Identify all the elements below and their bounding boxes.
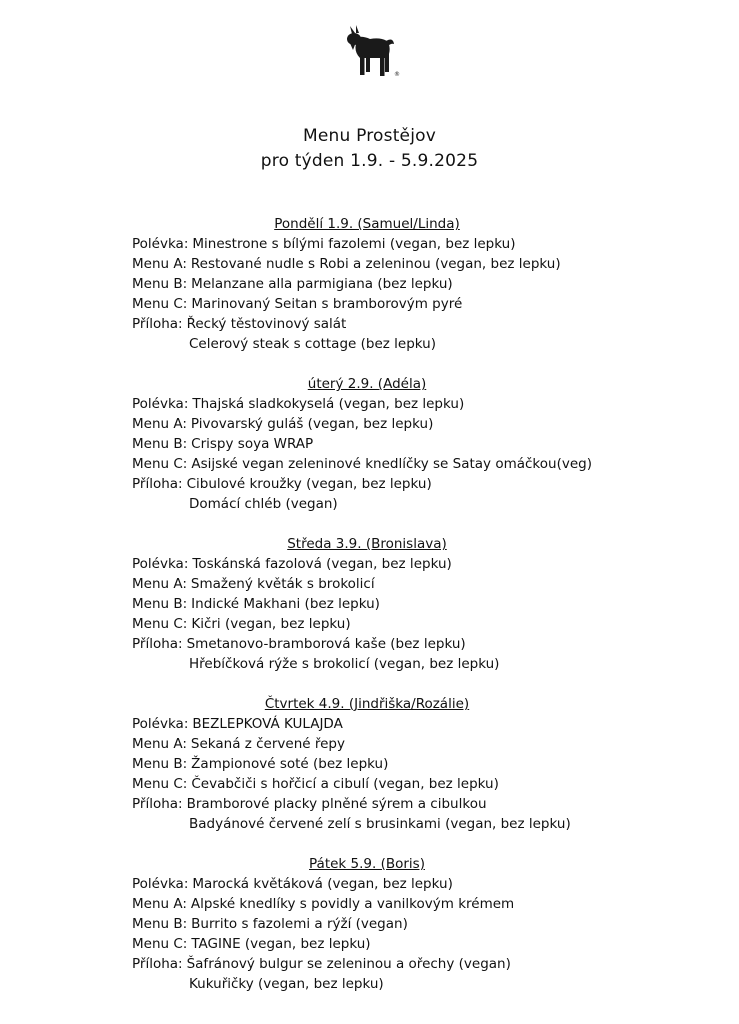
menu-row [132,914,712,934]
menu-row [132,634,712,654]
row-label: Menu A: [132,576,187,592]
row-label: Příloha: [132,316,183,332]
row-label: Polévka: [132,396,189,412]
row-dish: Kukuřičky (vegan, bez lepku) [189,976,384,992]
row-label: Menu B: [132,596,188,612]
row-label: Polévka: [132,556,189,572]
day-heading: Pátek 5.9. (Boris) [309,856,425,872]
row-dish: Řecký těstovinový salát [186,316,347,332]
row-dish: Burrito s fazolemi a rýží (vegan) [191,916,408,932]
day-heading: Čtvrtek 4.9. (Jindřiška/Rozálie) [264,696,470,712]
row-dish: Bramborové placky plněné sýrem a cibulkou [186,796,487,812]
row-dish: Thajská sladkokyselá (vegan, bez lepku) [192,396,465,412]
menu-row [132,474,712,494]
row-dish: Čevabčiči s hořčicí a cibulí (vegan, bez lepku) [191,776,499,792]
menu-row [132,274,712,294]
row-dish: Celerový steak s cottage (bez lepku) [189,336,436,352]
week-menu [132,214,712,1014]
row-label: Menu C: [132,616,188,632]
registered-mark: ® [394,71,400,78]
row-dish: Šafránový bulgur se zeleninou a ořechy (vegan) [186,956,511,972]
menu-row [132,894,712,914]
row-label: Menu B: [132,436,188,452]
menu-row [132,254,712,274]
row-dish: Žampionové soté (bez lepku) [191,756,389,772]
menu-row [132,774,712,794]
menu-row [132,314,712,334]
row-label: Příloha: [132,956,183,972]
menu-row [132,934,712,954]
menu-row [132,394,712,414]
row-dish: Asijské vegan zeleninové knedlíčky se Satay omáčkou(veg) [191,456,592,472]
row-label: Menu C: [132,936,188,952]
row-dish: Cibulové kroužky (vegan, bez lepku) [186,476,432,492]
day-thursday [132,694,712,834]
row-label: Menu C: [132,456,188,472]
row-dish: Alpské knedlíky s povidly a vanilkovým krémem [190,896,515,912]
row-dish: Domácí chléb (vegan) [189,496,338,512]
row-dish: Pivovarský guláš (vegan, bez lepku) [190,416,434,432]
menu-title: Menu Prostějov [302,126,436,146]
menu-row [132,234,712,254]
row-dish: Indické Makhani (bez lepku) [191,596,380,612]
row-label: Polévka: [132,876,189,892]
row-dish: Toskánská fazolová (vegan, bez lepku) [192,556,452,572]
menu-row [132,974,712,994]
day-tuesday [132,374,712,514]
row-label: Menu B: [132,916,188,932]
row-dish: Smažený květák s brokolicí [190,576,375,592]
row-label: Příloha: [132,476,183,492]
row-dish: Kičri (vegan, bez lepku) [191,616,351,632]
day-friday [132,854,712,994]
menu-row [132,874,712,894]
menu-row [132,714,712,734]
row-dish: Hřebíčková rýže s brokolicí (vegan, bez lepku) [189,656,500,672]
row-dish: Marocká květáková (vegan, bez lepku) [192,876,453,892]
row-label: Menu B: [132,276,188,292]
row-dish: Badyánové červené zelí s brusinkami (vegan, bez lepku) [189,816,571,832]
row-label: Menu C: [132,296,188,312]
menu-row [132,614,712,634]
row-label: Polévka: [132,236,189,252]
row-dish: Minestrone s bílými fazolemi (vegan, bez lepku) [192,236,516,252]
menu-row [132,654,712,674]
day-heading: Středa 3.9. (Bronislava) [287,536,447,552]
menu-row [132,494,712,514]
row-dish: Crispy soya WRAP [191,436,314,452]
row-label: Příloha: [132,796,183,812]
day-heading: úterý 2.9. (Adéla) [307,376,427,392]
menu-row [132,334,712,354]
menu-row [132,574,712,594]
day-wednesday [132,534,712,674]
row-dish: Melanzane alla parmigiana (bez lepku) [191,276,453,292]
menu-row [132,554,712,574]
row-label: Menu C: [132,776,188,792]
row-label: Menu A: [132,736,187,752]
menu-row [132,594,712,614]
day-monday [132,214,712,354]
row-dish: Marinovaný Seitan s bramborovým pyré [191,296,463,312]
goat-logo-icon [340,22,400,80]
menu-row [132,954,712,974]
menu-row [132,734,712,754]
menu-row [132,814,712,834]
menu-row [132,794,712,814]
row-dish: Smetanovo-bramborová kaše (bez lepku) [186,636,466,652]
row-label: Menu A: [132,256,187,272]
row-label: Polévka: [132,716,189,732]
menu-row [132,754,712,774]
row-dish: Sekaná z červené řepy [190,736,345,752]
row-dish: TAGINE (vegan, bez lepku) [191,936,371,952]
menu-row [132,434,712,454]
menu-row [132,414,712,434]
menu-row [132,454,712,474]
day-heading: Pondělí 1.9. (Samuel/Linda) [274,216,460,232]
row-dish: Restované nudle s Robi a zeleninou (vegan, bez lepku) [190,256,561,272]
row-label: Menu A: [132,416,187,432]
row-dish: BEZLEPKOVÁ KULAJDA [192,716,343,732]
row-label: Příloha: [132,636,183,652]
menu-row [132,294,712,314]
row-label: Menu A: [132,896,187,912]
menu-week-range: pro týden 1.9. - 5.9.2025 [260,151,479,171]
row-label: Menu B: [132,756,188,772]
